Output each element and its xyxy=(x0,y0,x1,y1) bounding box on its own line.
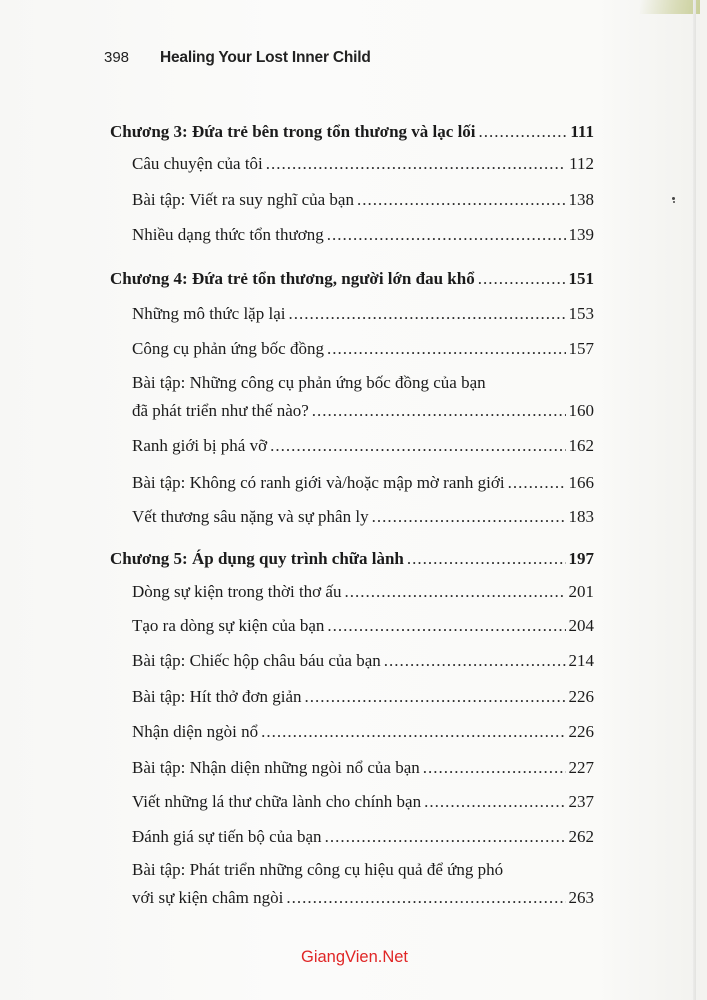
book-title: Healing Your Lost Inner Child xyxy=(160,49,371,66)
toc-page: 111 xyxy=(570,122,594,141)
toc-entry-line1[interactable] xyxy=(132,370,594,396)
toc-label: Những mô thức lặp lại xyxy=(132,304,286,323)
toc-page: 204 xyxy=(568,616,594,635)
toc-entry[interactable] xyxy=(132,336,594,362)
leader-dots xyxy=(288,301,565,327)
toc-label: Bài tập: Nhận diện những ngòi nổ của bạn xyxy=(132,758,420,777)
toc-entry[interactable] xyxy=(132,433,594,459)
toc-entry[interactable] xyxy=(132,789,594,815)
toc-label: với sự kiện châm ngòi xyxy=(132,888,284,907)
toc-page: 237 xyxy=(568,792,594,811)
toc-label: Chương 4: Đứa trẻ tổn thương, người lớn đau khổ xyxy=(110,269,475,288)
toc-entry[interactable] xyxy=(132,613,594,639)
toc-label: Ranh giới bị phá vỡ xyxy=(132,436,268,455)
toc-page: 214 xyxy=(568,651,594,670)
toc-chapter-3[interactable] xyxy=(110,119,594,145)
leader-dots xyxy=(423,755,566,781)
page-edge xyxy=(693,0,696,1000)
toc-label: Công cụ phản ứng bốc đồng xyxy=(132,339,324,358)
leader-dots xyxy=(508,470,566,496)
leader-dots xyxy=(325,824,566,850)
toc-entry[interactable] xyxy=(132,151,594,177)
page-corner-shadow xyxy=(640,0,700,14)
toc-label: Viết những lá thư chữa lành cho chính bạn xyxy=(132,792,422,811)
toc-page: 162 xyxy=(568,436,594,455)
leader-dots xyxy=(327,613,565,639)
toc-entry[interactable] xyxy=(132,187,594,213)
toc-entry[interactable] xyxy=(132,719,594,745)
toc-page: 166 xyxy=(568,473,594,492)
toc-entry[interactable] xyxy=(132,470,594,496)
leader-dots xyxy=(478,266,566,292)
toc-entry[interactable] xyxy=(132,301,594,327)
toc-page: 201 xyxy=(568,582,594,601)
toc-page: 263 xyxy=(568,888,594,907)
leader-dots xyxy=(479,119,568,145)
leader-dots xyxy=(357,187,566,213)
toc-label: Bài tập: Viết ra suy nghĩ của bạn xyxy=(132,190,354,209)
toc-page: 139 xyxy=(568,225,594,244)
toc-entry[interactable] xyxy=(132,398,594,424)
toc-entry[interactable] xyxy=(132,824,594,850)
toc-label: Nhiều dạng thức tổn thương xyxy=(132,225,324,244)
leader-dots xyxy=(270,433,565,459)
toc-label: Nhận diện ngòi nổ xyxy=(132,722,259,741)
toc-entry[interactable] xyxy=(132,885,594,911)
toc-entry[interactable] xyxy=(132,579,594,605)
leader-dots xyxy=(327,222,566,248)
toc-page: 160 xyxy=(568,401,594,420)
toc-label: Chương 3: Đứa trẻ bên trong tổn thương và lạc lối xyxy=(110,122,476,141)
page-number: 398 xyxy=(104,49,130,66)
toc-label: Đánh giá sự tiến bộ của bạn xyxy=(132,827,322,846)
toc-label: Bài tập: Chiếc hộp châu báu của bạn xyxy=(132,651,381,670)
toc-page: 157 xyxy=(568,339,594,358)
toc-entry[interactable] xyxy=(132,648,594,674)
paper-speck xyxy=(671,197,677,203)
leader-dots xyxy=(424,789,565,815)
toc-page: 262 xyxy=(568,827,594,846)
leader-dots xyxy=(286,885,565,911)
leader-dots xyxy=(384,648,566,674)
toc-label: Bài tập: Những công cụ phản ứng bốc đồng của bạn xyxy=(132,373,486,392)
toc-page: 227 xyxy=(568,758,594,777)
toc-label: Vết thương sâu nặng và sự phân ly xyxy=(132,507,369,526)
toc-page: 197 xyxy=(568,549,594,568)
toc-page: 153 xyxy=(568,304,594,323)
leader-dots xyxy=(261,719,565,745)
toc-label: Bài tập: Không có ranh giới và/hoặc mập mờ ranh giới xyxy=(132,473,505,492)
leader-dots xyxy=(344,579,565,605)
toc-label: Bài tập: Hít thở đơn giản xyxy=(132,687,302,706)
leader-dots xyxy=(305,684,566,710)
toc-label: Bài tập: Phát triển những công cụ hiệu quả để ứng phó xyxy=(132,860,504,879)
toc-page: 138 xyxy=(568,190,594,209)
toc-entry[interactable] xyxy=(132,504,594,530)
toc-entry[interactable] xyxy=(132,755,594,781)
leader-dots xyxy=(327,336,566,362)
leader-dots xyxy=(312,398,566,424)
toc-chapter-5[interactable] xyxy=(110,546,594,572)
toc-label: Tạo ra dòng sự kiện của bạn xyxy=(132,616,325,635)
toc-label: Dòng sự kiện trong thời thơ ấu xyxy=(132,582,342,601)
toc-page: 226 xyxy=(568,687,594,706)
leader-dots xyxy=(372,504,566,530)
toc-page: 226 xyxy=(568,722,594,741)
leader-dots xyxy=(407,546,566,572)
toc-entry[interactable] xyxy=(132,684,594,710)
toc-label: Chương 5: Áp dụng quy trình chữa lành xyxy=(110,549,404,568)
toc-chapter-4[interactable] xyxy=(110,266,594,292)
watermark: GiangVien.Net xyxy=(301,948,409,966)
toc-entry[interactable] xyxy=(132,222,594,248)
leader-dots xyxy=(266,151,566,177)
running-head xyxy=(104,49,371,73)
toc-entry-line1[interactable] xyxy=(132,857,594,883)
toc-label: đã phát triển như thế nào? xyxy=(132,401,309,420)
toc-page: 112 xyxy=(569,154,594,173)
toc-label: Câu chuyện của tôi xyxy=(132,154,263,173)
toc-page: 183 xyxy=(568,507,594,526)
toc-page: 151 xyxy=(568,269,594,288)
